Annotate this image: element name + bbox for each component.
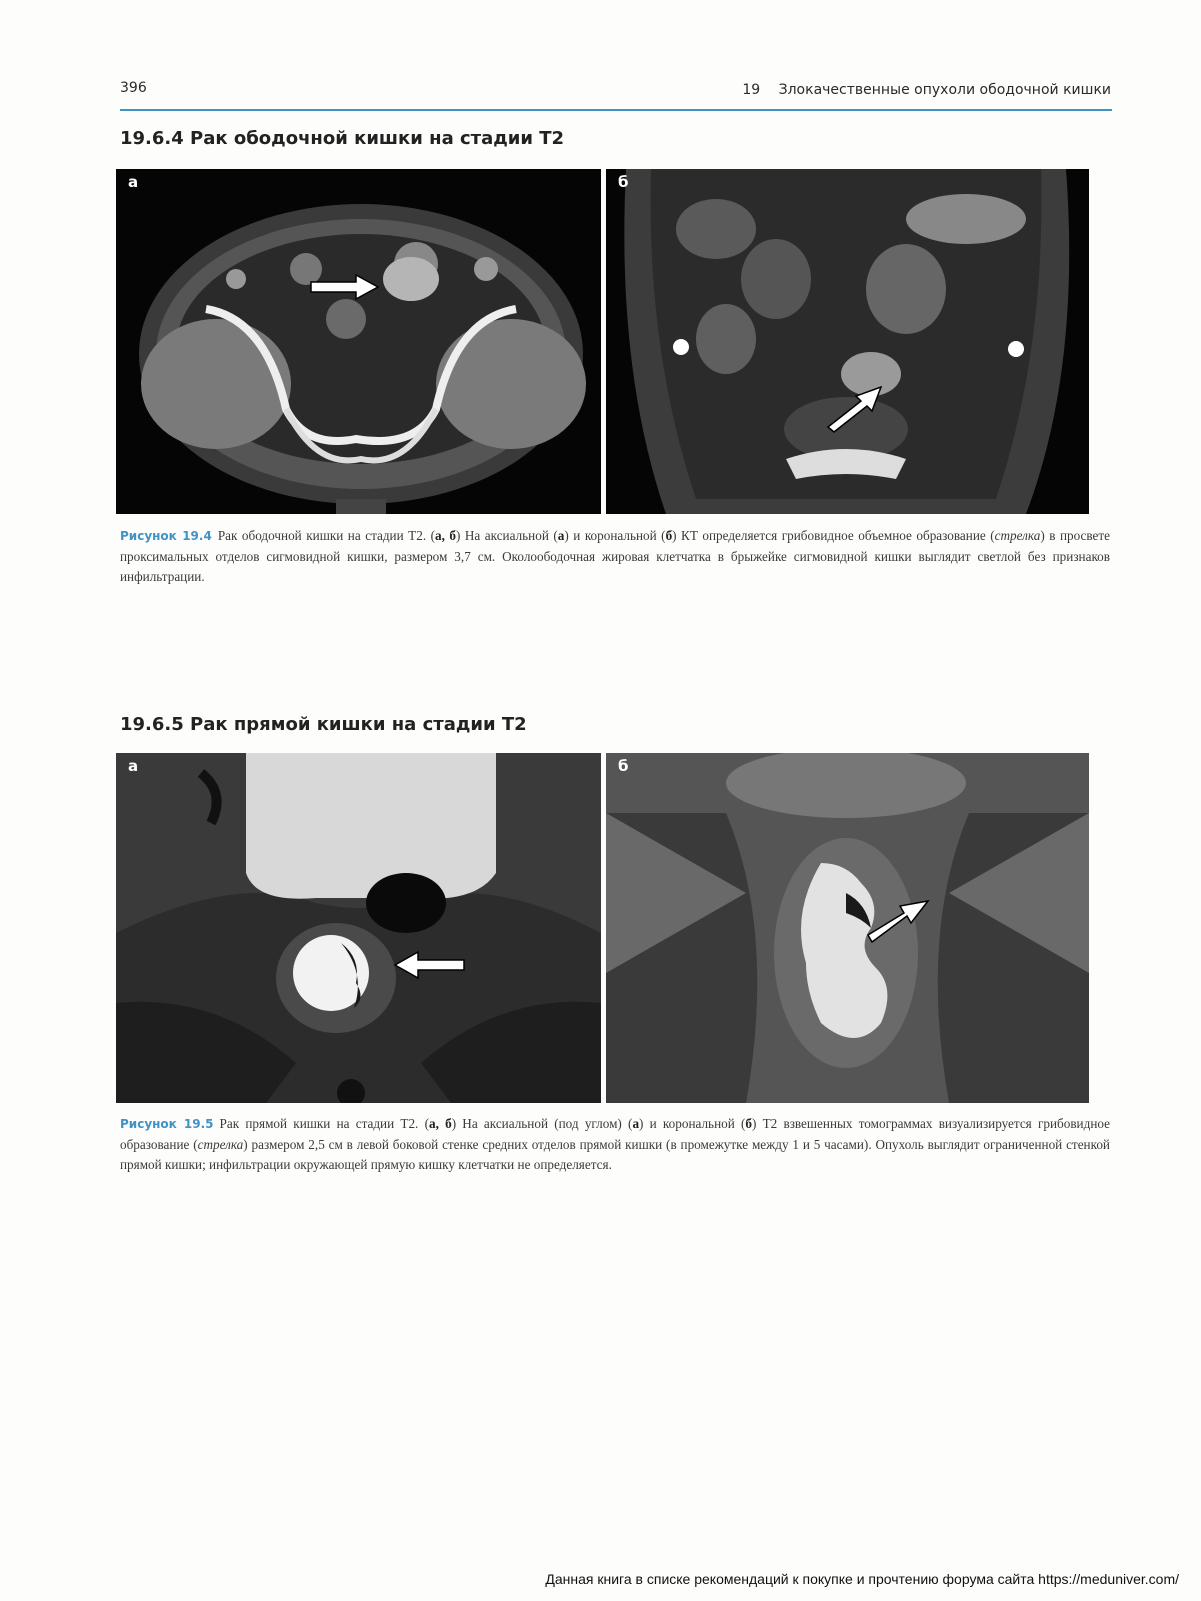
figure-19-5-panel-a [116, 753, 601, 1103]
figure-19-5-caption [120, 1114, 1110, 1176]
caption-bold: а, б [428, 1116, 452, 1131]
mri-coronal-image [606, 753, 1089, 1103]
caption-text: ) На аксиальной ( [456, 528, 558, 543]
caption-label: Рисунок 19.5 [120, 1117, 214, 1131]
caption-text: ) и корональной ( [639, 1116, 746, 1131]
panel-label-b: б [618, 757, 629, 775]
caption-bold: а [557, 528, 565, 543]
caption-text: ) в просвете проксимальных отделов сигмовидной кишки, размером 3,7 см. Околоободочная жировая клетчатка в брыжейке сигмовидной кишки выглядит светлой без признаков инфильтрации. [120, 528, 1111, 584]
caption-bold: а [632, 1116, 640, 1131]
ct-axial-image [116, 169, 601, 514]
ct-coronal-image [606, 169, 1089, 514]
caption-bold: б [665, 528, 673, 543]
figure-19-4-caption [120, 526, 1110, 588]
chapter-number: 19 [742, 82, 761, 98]
figure-19-4-panel-a [116, 169, 601, 514]
section-title-19-6-5: 19.6.5 Рак прямой кишки на стадии Т2 [120, 714, 527, 735]
caption-italic: стрелка [197, 1136, 244, 1152]
caption-text: ) и корональной ( [564, 528, 666, 543]
figure-19-4-panel-b [606, 169, 1089, 514]
panel-label-a: а [128, 757, 139, 775]
caption-text: ) КТ определяется грибовидное объемное образование ( [672, 528, 995, 543]
caption-italic: стрелка [994, 528, 1041, 543]
header-rule [120, 109, 1112, 111]
panel-label-b: б [618, 173, 629, 191]
caption-text: ) Т2 взвешенных томограммах визуализируется грибовидное образование ( [120, 1116, 1110, 1152]
running-head [742, 82, 1111, 98]
chapter-title: Злокачественные опухоли ободочной кишки [778, 82, 1111, 98]
caption-bold: б [745, 1116, 752, 1131]
page-number: 396 [120, 80, 147, 96]
footer-note: Данная книга в списке рекомендаций к покупке и прочтению форума сайта https://meduniver.com/ [545, 1571, 1179, 1587]
caption-text: ) На аксиальной (под углом) ( [451, 1116, 633, 1131]
caption-text: Рак ободочной кишки на стадии Т2. ( [217, 528, 436, 543]
figure-19-5-panel-b [606, 753, 1089, 1103]
caption-label: Рисунок 19.4 [120, 529, 212, 543]
caption-text: Рак прямой кишки на стадии Т2. ( [219, 1116, 429, 1131]
mri-axial-image [116, 753, 601, 1103]
section-title-19-6-4: 19.6.4 Рак ободочной кишки на стадии Т2 [120, 128, 565, 149]
caption-text: ) размером 2,5 см в левой боковой стенке средних отделов прямой кишки (в промежутке между 1 и 5 часами). Опухоль выглядит ограниченной стенкой прямой кишки; инфильтрации окружающей прямую кишку клетчатки не определяется. [120, 1136, 1110, 1172]
caption-bold: а, б [435, 528, 456, 543]
panel-label-a: а [128, 173, 139, 191]
